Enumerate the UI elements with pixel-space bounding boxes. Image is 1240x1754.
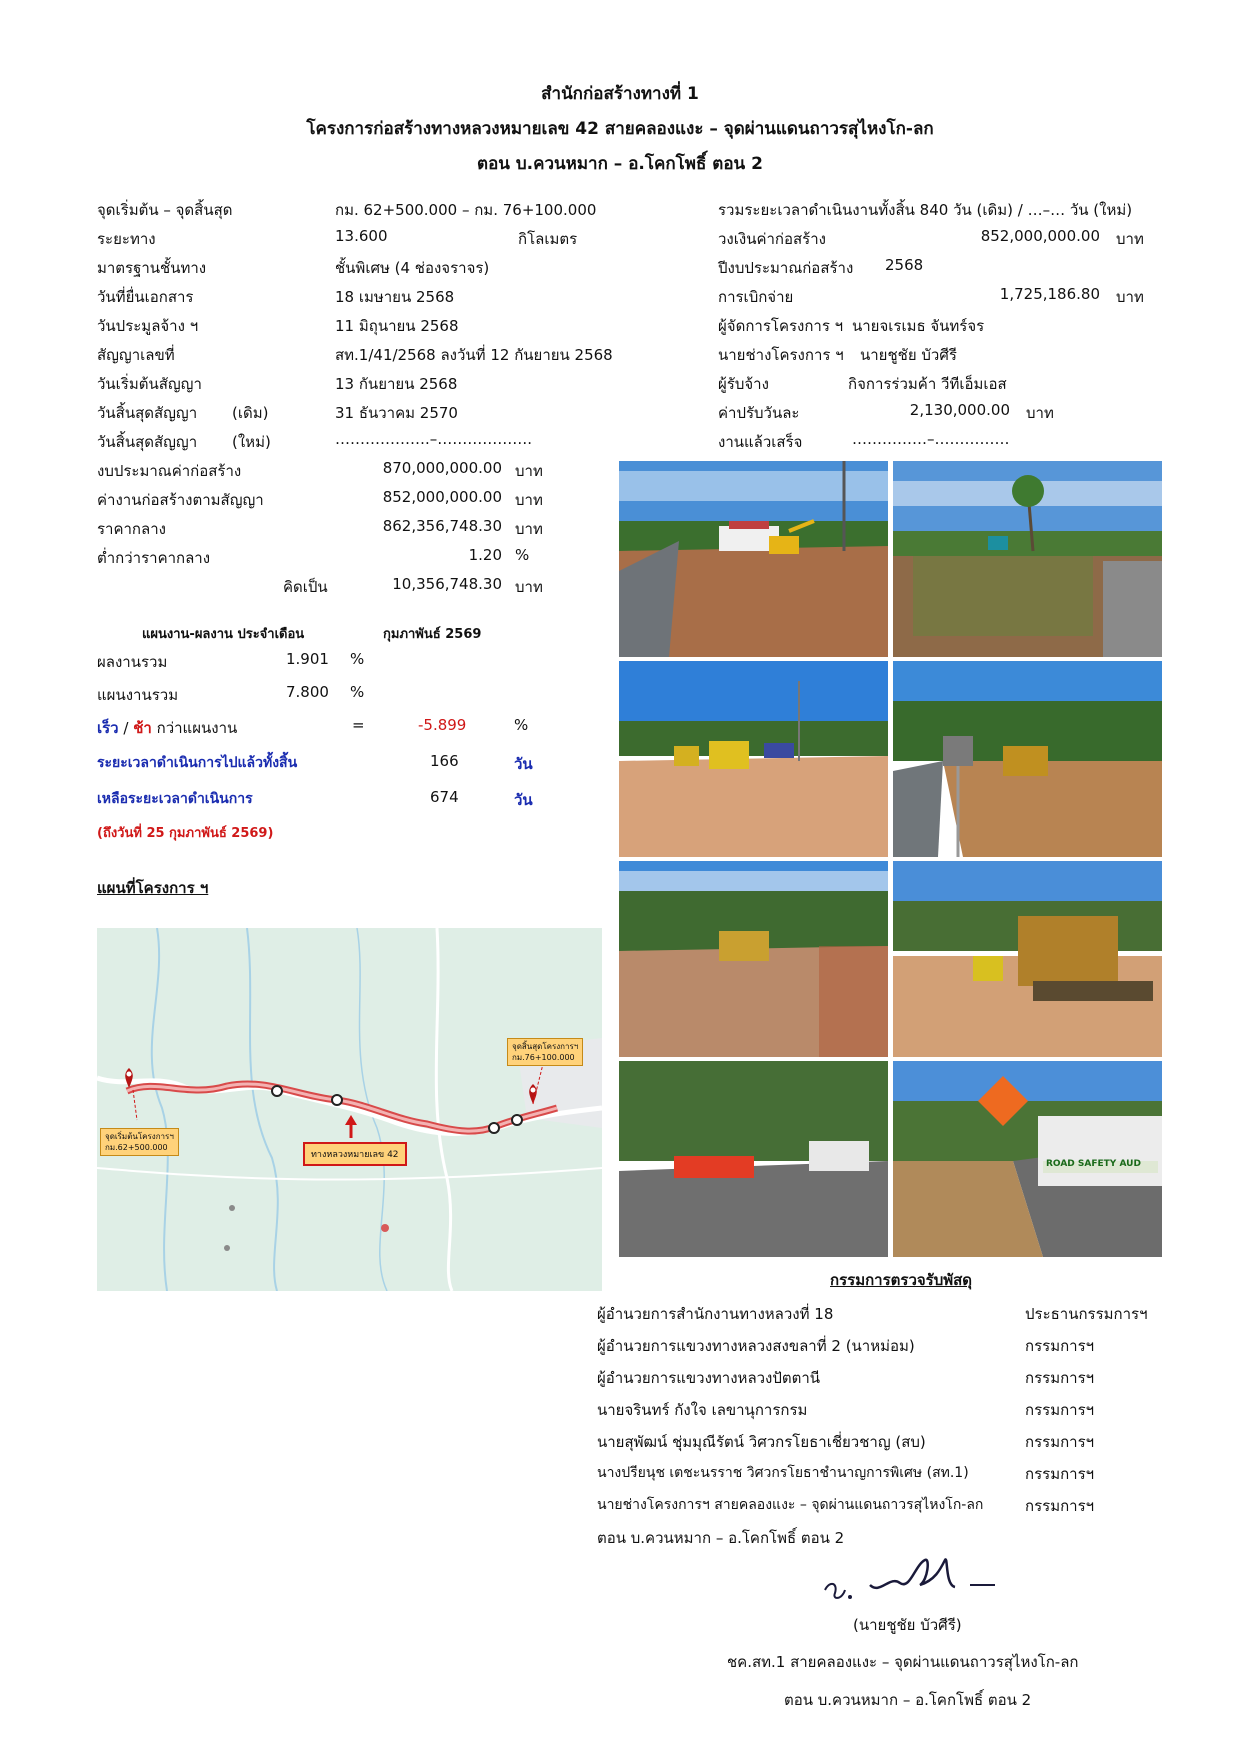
header-line-1: สำนักก่อสร้างทางที่ 1 xyxy=(541,84,699,104)
median-price-value: 862,356,748.30 xyxy=(382,517,502,535)
plan-value: 7.800 xyxy=(286,683,329,701)
fast-word: เร็ว xyxy=(97,719,119,737)
diff-value: -5.899 xyxy=(418,716,467,734)
total-duration-label: รวมระยะเวลาดำเนินงานทั้งสิ้น 840 วัน (เดิม) / …–… วัน (ใหม่) xyxy=(718,201,1133,219)
photo-signage-text: ROAD SAFETY AUD xyxy=(1046,1159,1141,1169)
contract-start-value: 13 กันยายน 2568 xyxy=(335,375,458,393)
fiscal-year-value: 2568 xyxy=(885,256,924,274)
contractor-value: กิจการร่วมค้า วีทีเอ็มเอส xyxy=(848,375,1007,393)
completion-label: งานแล้วเสร็จ xyxy=(718,433,803,451)
construction-photo-8 xyxy=(893,1061,1162,1257)
completion-value: ……………–…………… xyxy=(852,430,1010,448)
actual-unit: % xyxy=(350,650,365,668)
disbursement-value: 1,725,186.80 xyxy=(999,285,1100,303)
map-end-label-line2: กม.76+100.000 xyxy=(512,1053,575,1062)
committee-member-7-role: กรรมการฯ xyxy=(1025,1497,1095,1515)
actual-label: ผลงานรวม xyxy=(97,653,168,671)
equals-sign: = xyxy=(352,716,365,734)
committee-member-1-role: ประธานกรรมการฯ xyxy=(1025,1305,1148,1323)
below-median-label: ต่ำกว่าราคากลาง xyxy=(97,549,211,567)
as-of-date: (ถึงวันที่ 25 กุมภาพันธ์ 2569) xyxy=(97,826,274,841)
budget-estimate-unit: บาท xyxy=(515,462,543,480)
budget-estimate-value: 870,000,000.00 xyxy=(382,459,502,477)
committee-member-5-name: นายสุพัฒน์ ชุ่มมุณีรัตน์ วิศวกรโยธาเชี่ยวชาญ (สบ) xyxy=(597,1433,926,1451)
map-start-label-line2: กม.62+500.000 xyxy=(105,1143,168,1152)
disbursement-unit: บาท xyxy=(1116,288,1144,306)
elapsed-label: ระยะเวลาดำเนินการไปแล้วทั้งสิ้น xyxy=(97,755,298,771)
remaining-value: 674 xyxy=(430,788,459,806)
elapsed-unit: วัน xyxy=(514,755,533,773)
construction-photo-4 xyxy=(893,661,1162,857)
committee-member-2-role: กรรมการฯ xyxy=(1025,1337,1095,1355)
fiscal-year-label: ปีงบประมาณก่อสร้าง xyxy=(718,259,854,277)
map-start-label-line1: จุดเริ่มต้นโครงการฯ xyxy=(105,1132,174,1141)
signature-graphic xyxy=(820,1545,1000,1615)
signature-position-2: ตอน บ.ควนหมาก – อ.โคกโพธิ์ ตอน 2 xyxy=(784,1691,1032,1709)
project-engineer-label: นายช่างโครงการ ฯ xyxy=(718,346,844,364)
below-median-value: 1.20 xyxy=(468,546,502,564)
committee-member-1-name: ผู้อำนวยการสำนักงานทางหลวงที่ 18 xyxy=(597,1305,834,1323)
fast-slow-row xyxy=(97,716,237,740)
committee-member-2-name: ผู้อำนวยการแขวงทางหลวงสงขลาที่ 2 (นาหม่อม) xyxy=(597,1337,915,1355)
construction-photo-6 xyxy=(893,861,1162,1057)
distance-label: ระยะทาง xyxy=(97,230,156,248)
slow-word: ช้า xyxy=(133,719,152,737)
signature-name: (นายชูชัย บัวศีรี) xyxy=(853,1616,962,1634)
contract-no-value: สท.1/41/2568 ลงวันที่ 12 กันยายน 2568 xyxy=(335,346,613,364)
diff-unit: % xyxy=(514,716,529,734)
project-manager-value: นายจเรเมธ จันทร์จร xyxy=(852,317,985,335)
contract-end-new-sub: (ใหม่) xyxy=(232,433,271,451)
committee-member-7-name: นายช่างโครงการฯ สายคลองแงะ – จุดผ่านแดนถาวรสุไหงโก-ลก xyxy=(597,1497,984,1513)
committee-member-4-role: กรรมการฯ xyxy=(1025,1401,1095,1419)
bid-date-label: วันประมูลจ้าง ฯ xyxy=(97,317,199,335)
signature-position: ชค.สท.1 สายคลองแงะ – จุดผ่านแดนถาวรสุไหงโก-ลก xyxy=(727,1653,1079,1671)
map-end-label-line1: จุดสิ้นสุดโครงการฯ xyxy=(512,1042,579,1051)
map-end-label xyxy=(507,1038,583,1066)
penalty-label: ค่าปรับวันละ xyxy=(718,404,800,422)
committee-member-3-role: กรรมการฯ xyxy=(1025,1369,1095,1387)
map-route-label: ทางหลวงหมายเลข 42 xyxy=(303,1142,407,1166)
bid-date-value: 11 มิถุนายน 2568 xyxy=(335,317,459,335)
committee-member-6-role: กรรมการฯ xyxy=(1025,1465,1095,1483)
budget-amount-value: 852,000,000.00 xyxy=(980,227,1100,245)
committee-last-line: ตอน บ.ควนหมาก – อ.โคกโพธิ์ ตอน 2 xyxy=(597,1529,845,1547)
median-price-unit: บาท xyxy=(515,520,543,538)
project-engineer-value: นายชูชัย บัวศีรี xyxy=(860,346,957,364)
disbursement-label: การเบิกจ่าย xyxy=(718,288,794,306)
standard-value: ชั้นพิเศษ (4 ช่องจราจร) xyxy=(335,259,490,277)
contract-end-new-label: วันสิ้นสุดสัญญา xyxy=(97,433,198,451)
committee-member-3-name: ผู้อำนวยการแขวงทางหลวงปัตตานี xyxy=(597,1369,821,1387)
committee-title: กรรมการตรวจรับพัสดุ xyxy=(830,1271,973,1289)
slash: / xyxy=(123,719,129,737)
contract-end-old-label: วันสิ้นสุดสัญญา xyxy=(97,404,198,422)
contract-end-old-value: 31 ธันวาคม 2570 xyxy=(335,404,458,422)
construction-photo-5 xyxy=(619,861,888,1057)
penalty-unit: บาท xyxy=(1026,404,1054,422)
remaining-label: เหลือระยะเวลาดำเนินการ xyxy=(97,791,253,807)
project-map xyxy=(97,928,602,1291)
distance-value: 13.600 xyxy=(335,227,388,245)
committee-member-4-name: นายจรินทร์ กังใจ เลขานุการกรม xyxy=(597,1401,808,1419)
budget-amount-unit: บาท xyxy=(1116,230,1144,248)
submit-date-label: วันที่ยื่นเอกสาร xyxy=(97,288,194,306)
contract-start-label: วันเริ่มต้นสัญญา xyxy=(97,375,202,393)
map-start-label xyxy=(100,1128,179,1156)
contract-end-new-value: ……………….–………………. xyxy=(335,430,533,448)
construction-photo-3 xyxy=(619,661,888,857)
budget-amount-label: วงเงินค่าก่อสร้าง xyxy=(718,230,826,248)
start-end-value: กม. 62+500.000 – กม. 76+100.000 xyxy=(335,201,597,219)
equivalent-label: คิดเป็น xyxy=(283,578,328,596)
contract-value-unit: บาท xyxy=(515,491,543,509)
committee-member-5-role: กรรมการฯ xyxy=(1025,1433,1095,1451)
construction-photo-1 xyxy=(619,461,888,657)
below-median-unit: % xyxy=(515,546,530,564)
actual-value: 1.901 xyxy=(286,650,329,668)
penalty-value: 2,130,000.00 xyxy=(909,401,1010,419)
progress-month: กุมภาพันธ์ 2569 xyxy=(383,627,482,642)
contract-value-value: 852,000,000.00 xyxy=(382,488,502,506)
start-end-label: จุดเริ่มต้น – จุดสิ้นสุด xyxy=(97,201,233,219)
equivalent-unit: บาท xyxy=(515,578,543,596)
plan-unit: % xyxy=(350,683,365,701)
contract-end-old-sub: (เดิม) xyxy=(232,404,269,422)
contract-no-label: สัญญาเลขที่ xyxy=(97,346,175,364)
contractor-label: ผู้รับจ้าง xyxy=(718,375,769,393)
elapsed-value: 166 xyxy=(430,752,459,770)
construction-photo-7 xyxy=(619,1061,888,1257)
header-line-3: ตอน บ.ควนหมาก – อ.โคกโพธิ์ ตอน 2 xyxy=(477,154,763,174)
remaining-unit: วัน xyxy=(514,791,533,809)
budget-estimate-label: งบประมาณค่าก่อสร้าง xyxy=(97,462,242,480)
project-manager-label: ผู้จัดการโครงการ ฯ xyxy=(718,317,844,335)
median-price-label: ราคากลาง xyxy=(97,520,166,538)
distance-unit: กิโลเมตร xyxy=(518,230,578,248)
committee-member-6-name: นางปรียนุช เตชะนรราช วิศวกรโยธาชำนาญการพิเศษ (สท.1) xyxy=(597,1465,969,1481)
submit-date-value: 18 เมษายน 2568 xyxy=(335,288,455,306)
header-line-2: โครงการก่อสร้างทางหลวงหมายเลข 42 สายคลองแงะ – จุดผ่านแดนถาวรสุไหงโก-ลก xyxy=(306,119,934,139)
vs-plan-word: กว่าแผนงาน xyxy=(156,719,238,737)
map-graphic xyxy=(97,928,602,1291)
contract-value-label: ค่างานก่อสร้างตามสัญญา xyxy=(97,491,264,509)
map-title: แผนที่โครงการ ฯ xyxy=(97,879,209,897)
equivalent-value: 10,356,748.30 xyxy=(392,575,502,593)
progress-heading: แผนงาน-ผลงาน ประจำเดือน xyxy=(142,627,305,642)
plan-label: แผนงานรวม xyxy=(97,686,179,704)
standard-label: มาตรฐานชั้นทาง xyxy=(97,259,207,277)
construction-photo-2 xyxy=(893,461,1162,657)
